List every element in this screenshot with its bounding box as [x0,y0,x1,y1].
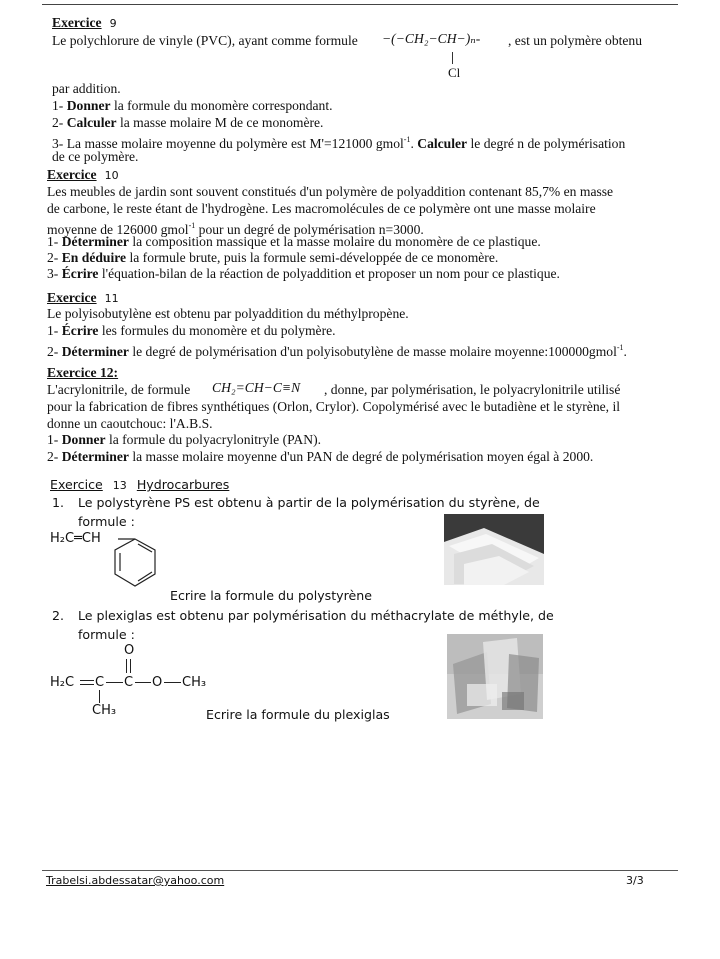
mma-double-bond-a [80,680,94,681]
mma-bond-c2-o [135,682,151,683]
ex13-item1-num: 1. [52,495,65,510]
ex12-l1b: , donne, par polymérisation, le polyacrylonitrile utilisé [324,382,621,397]
ex9-q3-verb: Calculer [417,136,468,151]
pvc-bond [452,52,453,64]
ex9-l1b: , est un polymère obtenu [508,33,643,48]
exercise-11-title: Exercice [47,290,97,305]
ex11-q1-num: 1- [47,323,59,338]
exercise-10-number: 10 [104,169,119,182]
ex9-q3-cont: de ce polymère. [52,149,139,164]
ex11-q2 [47,339,627,361]
ex9-q3-c: le degré n de polymérisation [467,136,626,151]
ex11-q2-num: 2- [47,344,59,359]
pvc-formula-main: −(−CH₂−CH−)ₙ- [382,31,481,46]
ex10-l2: de carbone, le reste étant de l'hydrogène. Les macromolécules de ce polymère ont une masse molaire [47,201,596,216]
ex11-q2-sup: -1 [616,343,624,352]
ex11-q2-rest: le degré de polymérisation d'un polyisobutylène de masse molaire moyenne:100000gmol [128,344,617,359]
ex10-l3a: moyenne de 126000 gmol [47,222,189,237]
exercise-9-number: 9 [109,17,117,30]
ex9-q1-num: 1- [52,98,64,113]
exercise-9-heading [52,14,117,33]
exercise-12-title: Exercice 12: [47,365,119,380]
mma-double-bond-b [80,684,94,685]
ex9-q2 [52,114,323,132]
ex10-q2-num: 2- [47,250,59,265]
ex13-item2-task: Ecrire la formule du plexiglas [206,707,390,722]
ex12-q1-rest: la formule du polyacrylonitryle (PAN). [105,432,321,447]
ex11-q1 [47,322,336,340]
ex13-item2-num: 2. [52,608,65,623]
ex10-q3-num: 3- [47,266,59,281]
exercise-10-title: Exercice [47,167,97,182]
ex9-q2-rest: la masse molaire M de ce monomère. [116,115,324,130]
pvc-cl: Cl [448,65,461,80]
ex10-l3b: pour un degré de polymérisation n=3000. [195,222,424,237]
top-rule [42,4,678,5]
ex9-q2-verb: Calculer [66,115,117,130]
styrene-vinyl-text: H₂C═CH [50,531,101,546]
ex9-q1-verb: Donner [66,98,111,113]
exercise-13-heading [50,476,229,495]
ex9-q1-rest: la formule du monomère correspondant. [110,98,333,113]
ex9-q3-sup: -1 [403,135,411,144]
exercise-13-title: Exercice [50,477,103,492]
benzene-double-bond-2 [138,544,152,552]
polystyrene-sheets-image [444,514,544,585]
ex11-l1: Le polyisobutylène est obtenu par polyaddition du méthylpropène. [47,306,409,321]
ex13-item2-l1: Le plexiglas est obtenu par polymérisation du méthacrylate de méthyle, de [78,608,554,623]
ex13-item1-l1: Le polystyrène PS est obtenu à partir de la polymérisation du styrène, de [78,495,540,510]
ex12-l1a: L'acrylonitrile, de formule [47,382,191,397]
ex13-item2-l2: formule : [78,627,135,642]
plexiglas-objects-image [447,634,543,719]
ex12-q2-rest: la masse molaire moyenne d'un PAN de degré de polymérisation moyen égal à 2000. [128,449,594,464]
ex10-q1-rest: la composition massique et la masse molaire du monomère de ce plastique. [128,234,541,249]
ex9-q3-a: 3- La masse molaire moyenne du polymère est M'=121000 gmol [52,136,404,151]
ex11-q2-end: . [623,344,627,359]
mma-co-bond-b [130,659,131,673]
ex12-q2-verb: Déterminer [61,449,129,464]
footer-email[interactable]: Trabelsi.abdessatar@yahoo.com [46,874,225,887]
ex12-q1-verb: Donner [61,432,106,447]
pvc-formula [382,30,480,48]
footer-rule [42,870,678,871]
ex9-q3-b: . [410,136,418,151]
exercise-9-title: Exercice [52,15,102,30]
mma-methyl-ch3: CH₃ [92,703,117,718]
ex12-q2-num: 2- [47,449,59,464]
ex10-q3-verb: Écrire [61,266,99,281]
ex12-l3: donne un caoutchouc: l'A.B.S. [47,416,213,431]
styrene-structure [100,530,180,600]
ex9-l1a: Le polychlorure de vinyle (PVC), ayant comme formule [52,33,358,48]
ex10-q3-rest: l'équation-bilan de la réaction de polyaddition et proposer un nom pour ce plastique. [98,266,560,281]
benzene-ring [115,539,155,586]
footer-page-number: 3/3 [626,874,644,887]
exercise-10-heading [47,166,119,185]
ex11-q1-verb: Écrire [61,323,99,338]
ex9-l2: par addition. [52,81,121,96]
mma-bond-c1-c2 [106,682,123,683]
mma-co-bond-a [126,659,127,673]
mma-ether-o: O [152,675,163,690]
ex12-q1 [47,431,321,449]
ex9-q1 [52,97,333,115]
mma-h2c: H₂C [50,675,75,690]
mma-c2: C [124,675,134,690]
ex9-q2-num: 2- [52,115,64,130]
ex10-q1 [47,233,541,251]
ex10-q2 [47,249,498,267]
ex13-item1-task: Ecrire la formule du polystyrène [170,588,372,603]
mma-c1: C [95,675,105,690]
exercise-12-heading [47,364,118,382]
ex12-q1-num: 1- [47,432,59,447]
ex11-q2-verb: Déterminer [61,344,129,359]
ex12-l2: pour la fabrication de fibres synthétiques (Orlon, Crylor). Copolymérisé avec le butadiène et le styrène, il [47,399,621,414]
ex11-q1-rest: les formules du monomère et du polymère. [98,323,336,338]
ex10-l3-sup: -1 [188,221,196,230]
mma-ester-ch3: CH₃ [182,675,207,690]
ex10-q2-verb: En déduire [61,250,127,265]
mma-bond-o-ch3 [164,682,181,683]
ex10-q1-verb: Déterminer [61,234,129,249]
ex10-q2-rest: la formule brute, puis la formule semi-développée de ce monomère. [126,250,499,265]
ex13-item1-l2: formule : [78,514,135,529]
exercise-11-number: 11 [104,292,119,305]
ex12-q2 [47,448,593,466]
ex10-q1-num: 1- [47,234,59,249]
mma-carbonyl-o: O [124,643,135,658]
ex10-q3 [47,265,560,283]
ex10-l1: Les meubles de jardin sont souvent constitués d'un polymère de polyaddition contenant 85,7% en masse [47,184,614,199]
exercise-13-subtitle: Hydrocarbures [136,477,230,492]
exercise-13-number: 13 [112,479,127,492]
acrylonitrile-formula: CH₂=CH−C≡N [212,380,301,395]
exercise-9-line1 [52,32,358,50]
